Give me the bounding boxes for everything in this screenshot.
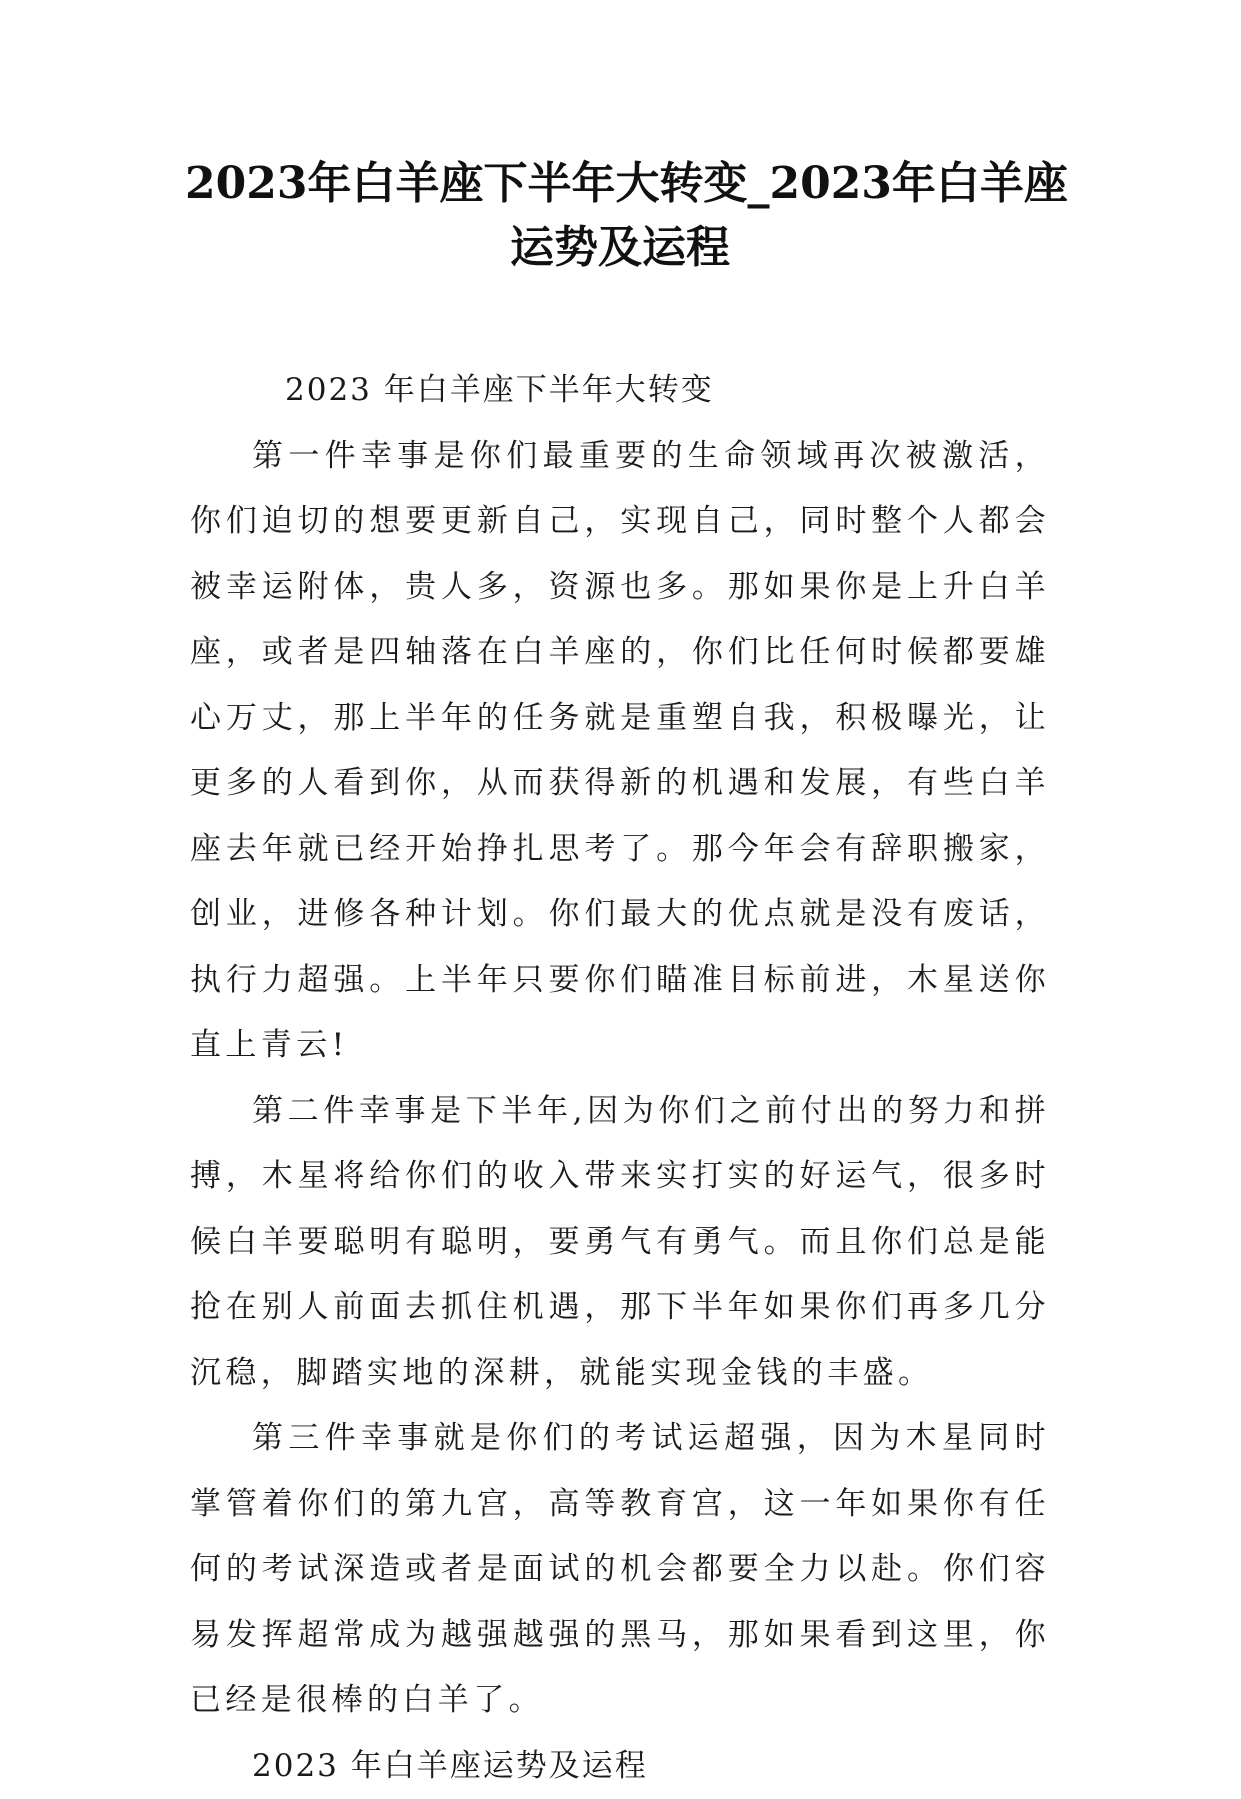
- paragraph-first-luck: 第一件幸事是你们最重要的生命领域再次被激活，你们迫切的想要更新自己，实现自己，同时整个人都会被幸运附体，贵人多，资源也多。那如果你是上升白羊座，或者是四轴落在白羊座的，你们比任何时候都要雄心万丈，那上半年的任务就是重塑自我，积极曝光，让更多的人看到你，从而获得新的机遇和发展，有些白羊座去年就已经开始挣扎思考了。那今年会有辞职搬家，创业，进修各种计划。你们最大的优点就是没有废话，执行力超强。上半年只要你们瞄准目标前进，木星送你直上青云!: [190, 424, 1050, 1079]
- paragraph-third-luck: 第三件幸事就是你们的考试运超强，因为木星同时掌管着你们的第九宫，高等教育宫，这一年如果你有任何的考试深造或者是面试的机会都要全力以赴。你们容易发挥超常成为越强越强的黑马，那如果看到这里，你已经是很棒的白羊了。: [190, 1406, 1050, 1734]
- section-heading-second-half-change: 2023 年白羊座下半年大转变: [190, 358, 1050, 424]
- document-body: [190, 358, 1050, 1799]
- section-heading-fortune: 2023 年白羊座运势及运程: [190, 1734, 1050, 1799]
- title-line-2: 运势及运程: [185, 216, 1055, 280]
- paragraph-second-luck: 第二件幸事是下半年,因为你们之前付出的努力和拼搏，木星将给你们的收入带来实打实的好运气，很多时候白羊要聪明有聪明，要勇气有勇气。而且你们总是能抢在别人前面去抓住机遇，那下半年如果你们再多几分沉稳，脚踏实地的深耕，就能实现金钱的丰盛。: [190, 1079, 1050, 1407]
- title-line-1: 2023年白羊座下半年大转变_2023年白羊座: [185, 152, 1055, 216]
- document-title: [185, 152, 1055, 280]
